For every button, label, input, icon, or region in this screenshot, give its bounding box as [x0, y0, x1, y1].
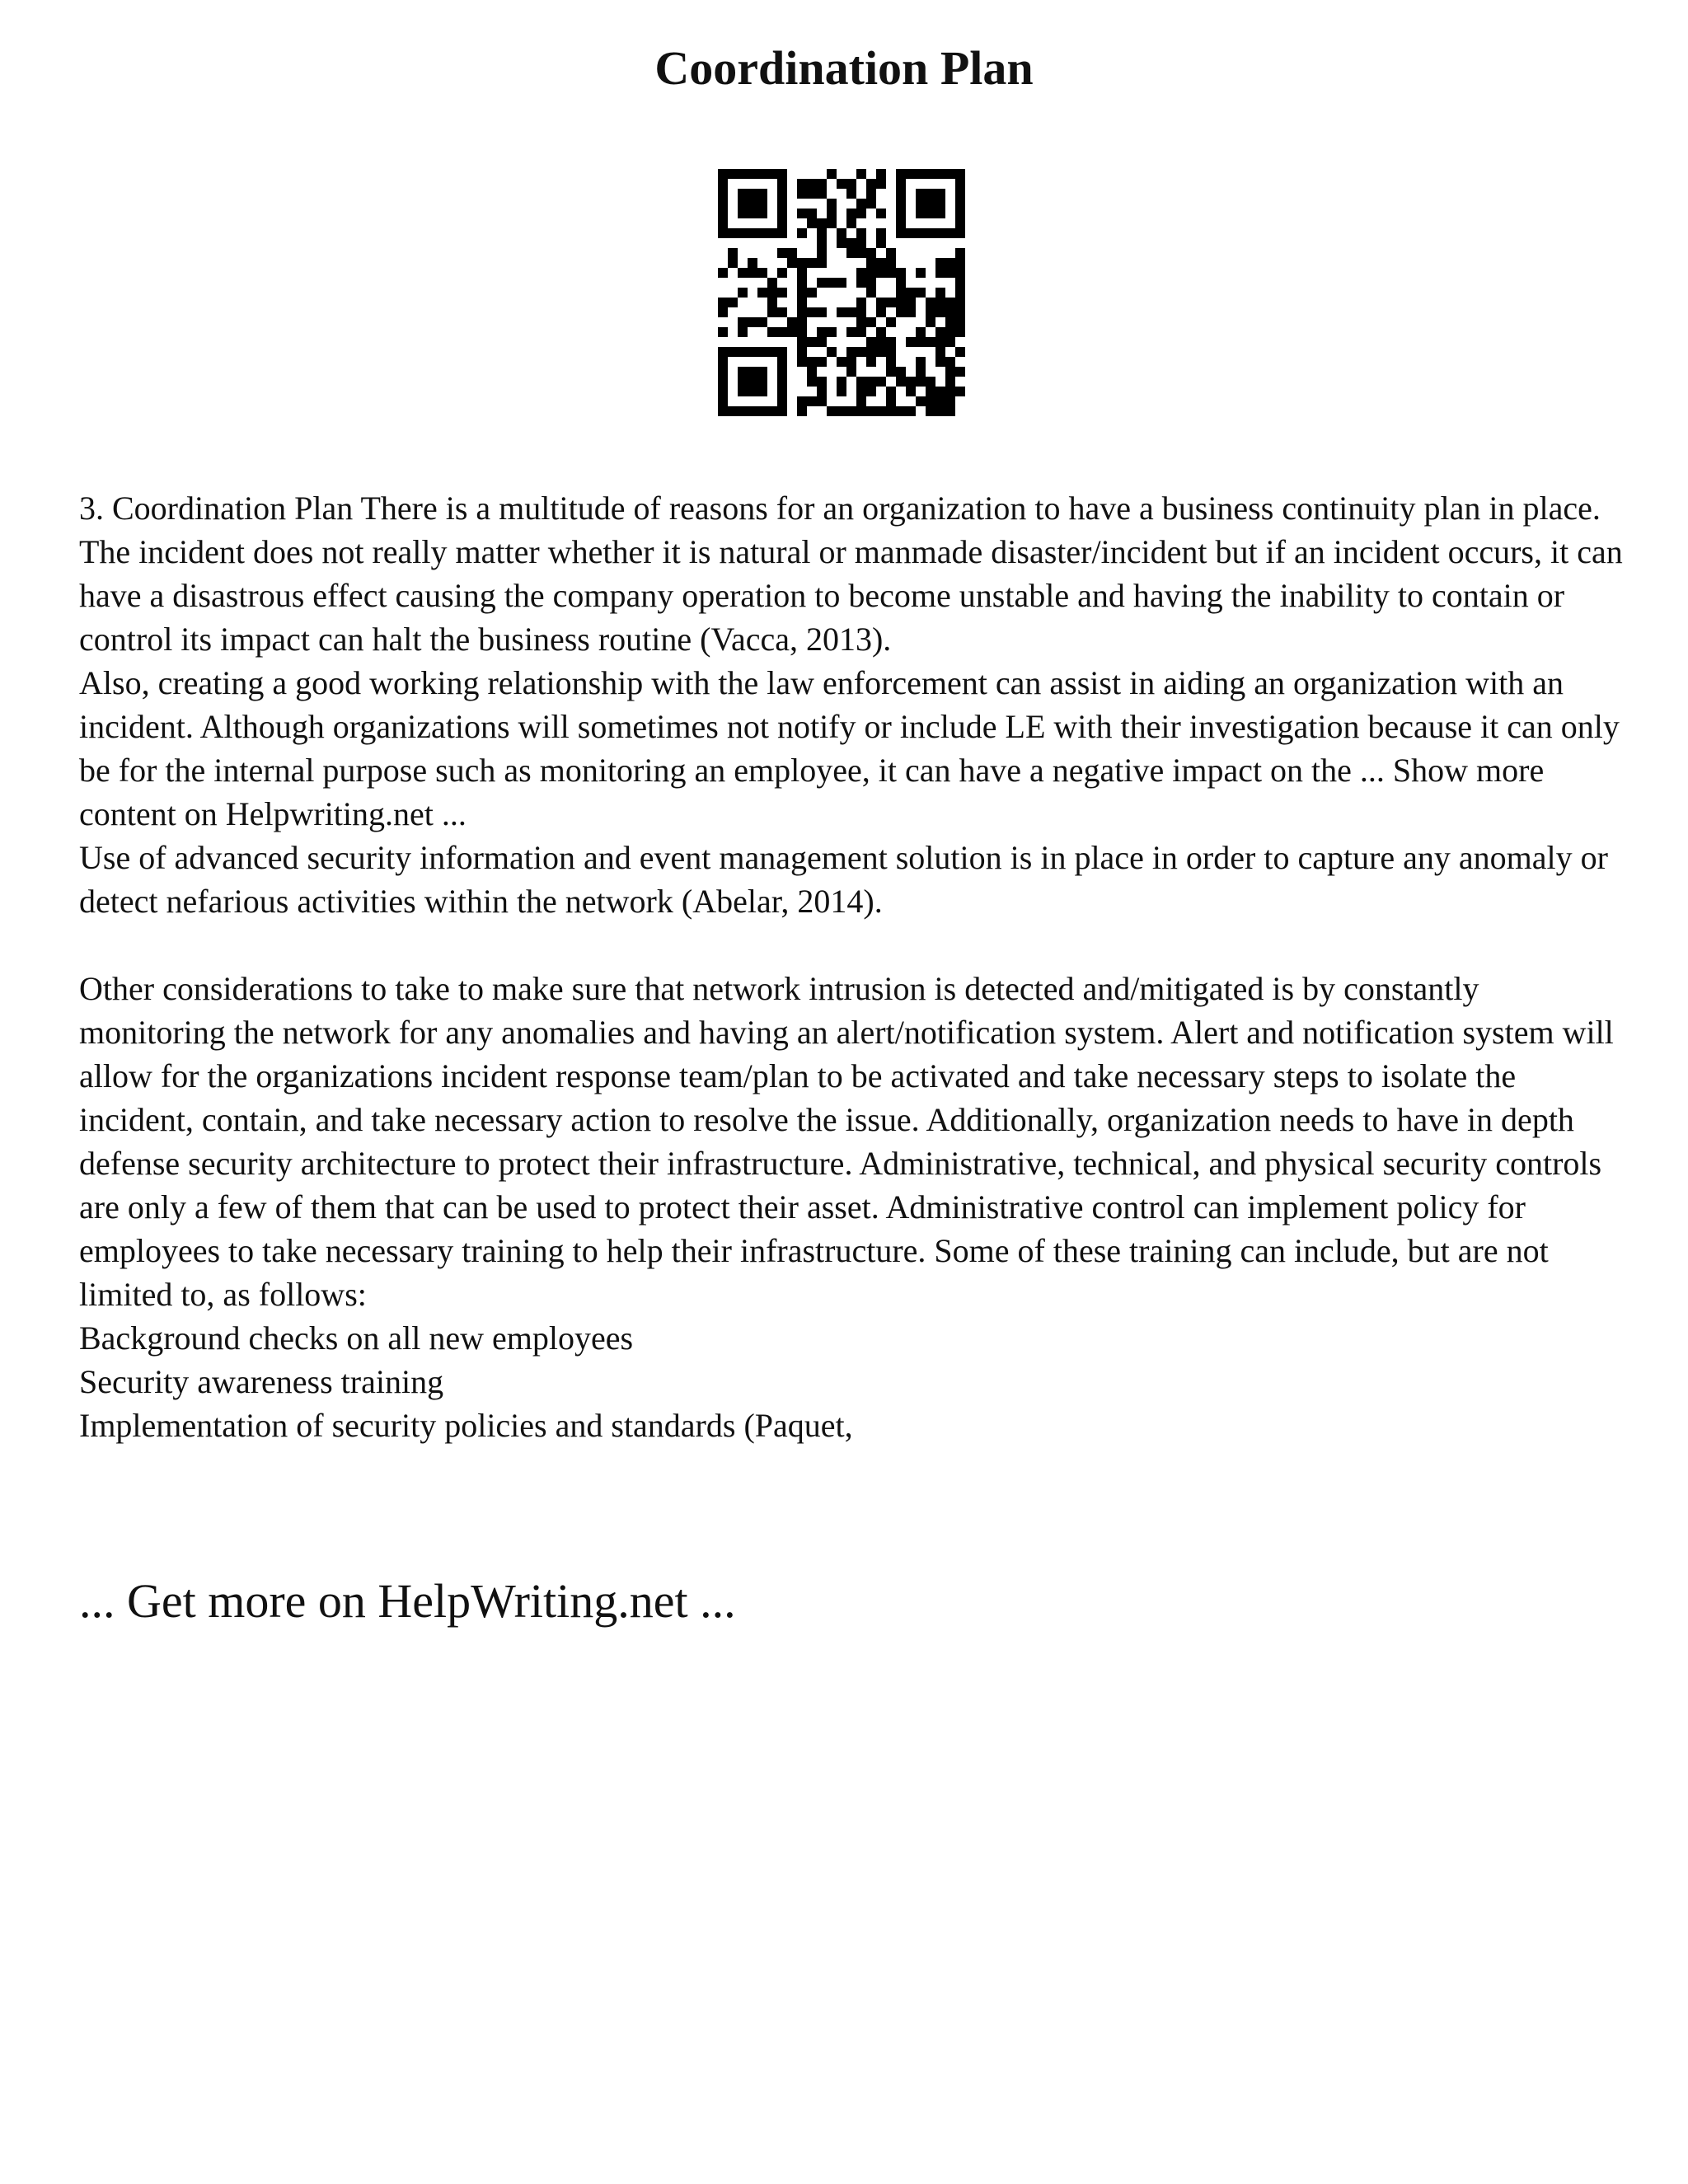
- document-body: [79, 486, 1629, 1447]
- paragraph-law-enforcement: Also, creating a good working relationship with the law enforcement can assist in aiding an organization with an incident. Although organizations will sometimes not notify or include LE with their investigation because it can only be for the internal purpose such as monitoring an employee, it can have a negative impact on the ... Show more content on Helpwriting.net ...: [79, 664, 1620, 832]
- qr-code-icon: [718, 169, 965, 416]
- qr-code: [718, 169, 965, 416]
- paragraph-considerations: Other considerations to take to make sure that network intrusion is detected and/mitigated is by constantly monitoring the network for any anomalies and having an alert/notification system. Alert and notification system will allow for the organizations incident response team/plan to be activated and take necessary steps to isolate the incident, contain, and take necessary action to resolve the issue. Additionally, organization needs to have in depth defense security architecture to protect their infrastructure. Administrative, technical, and physical security controls are only a few of them that can be used to protect their asset. Administrative control can implement policy for employees to take necessary training to help their infrastructure. Some of these training can include, but are not limited to, as follows:: [79, 970, 1614, 1313]
- page-title: Coordination Plan: [654, 41, 1034, 95]
- list-item: Security awareness training: [79, 1363, 444, 1400]
- paragraph-siem: Use of advanced security information and event management solution is in place in order to capture any anomaly or detect nefarious activities within the network (Abelar, 2014).: [79, 839, 1608, 920]
- paragraph-spacer: [79, 923, 1629, 967]
- list-item: Background checks on all new employees: [79, 1319, 634, 1357]
- get-more-link[interactable]: ... Get more on HelpWriting.net ...: [79, 1574, 736, 1628]
- list-item: Implementation of security policies and standards (Paquet,: [79, 1407, 853, 1444]
- paragraph-intro: 3. Coordination Plan There is a multitude of reasons for an organization to have a business continuity plan in place. The incident does not really matter whether it is natural or manmade disaster/incident but if an incident occurs, it can have a disastrous effect causing the company operation to become unstable and having the inability to contain or control its impact can halt the business routine (Vacca, 2013).: [79, 490, 1623, 658]
